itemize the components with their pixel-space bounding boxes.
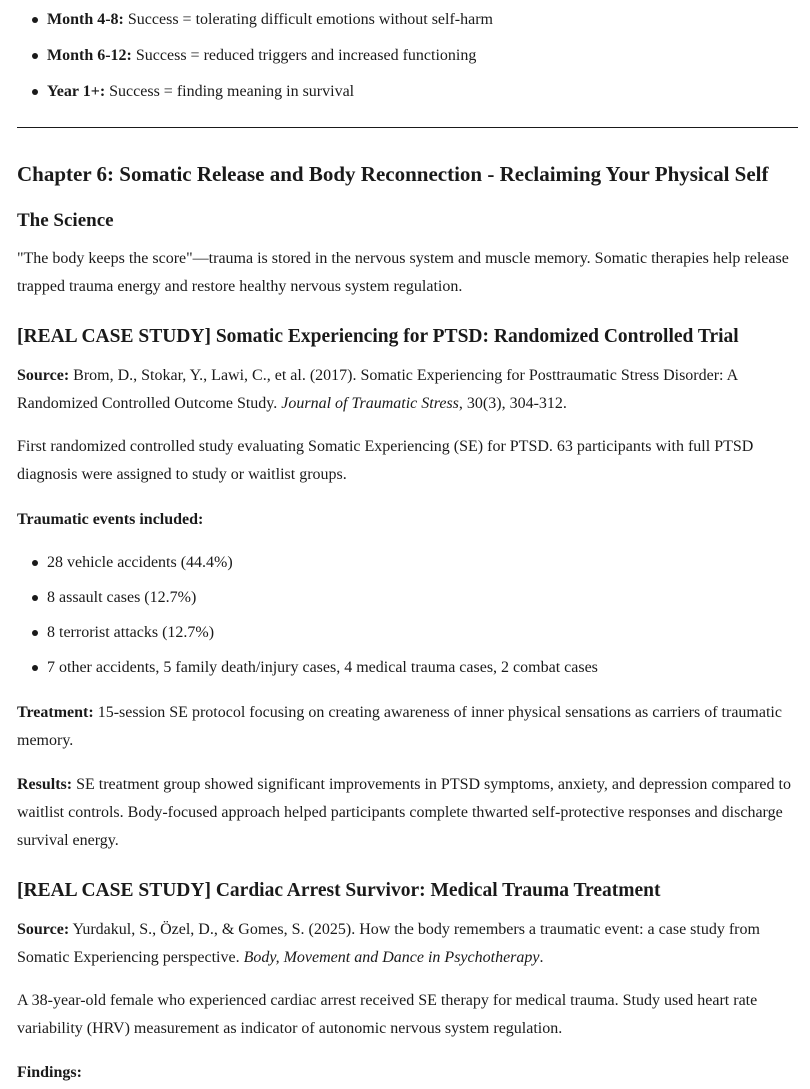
events-heading <box>17 506 796 534</box>
treatment-paragraph <box>17 699 796 755</box>
citation-tail: . <box>539 949 544 966</box>
results-label: Results: <box>17 776 73 793</box>
case-study-1-source <box>17 362 796 418</box>
chapter-title: Chapter 6: Somatic Release and Body Reconnection - Reclaiming Your Physical Self <box>17 162 769 186</box>
science-paragraph: "The body keeps the score"—trauma is stored in the nervous system and muscle memory. Somatic therapies help release trapped trauma energy and restore healthy nervous system regulation. <box>17 250 789 295</box>
timeline-list <box>0 6 810 114</box>
source-text: Yurdakul, S., Özel, D., & Gomes, S. (2025). How the body remembers a traumatic event: a case study from Somatic Experiencing perspective. <box>17 921 760 966</box>
list-item: 8 terrorist attacks (12.7%) <box>0 619 810 654</box>
source-label: Source: <box>17 921 70 938</box>
journal-title: Journal of Traumatic Stress <box>281 395 459 412</box>
journal-title: Body, Movement and Dance in Psychotherapy <box>243 949 540 966</box>
list-item <box>0 42 810 78</box>
list-item: 28 vehicle accidents (44.4%) <box>0 549 810 584</box>
timeline-text: Success = finding meaning in survival <box>109 83 355 100</box>
results-text: SE treatment group showed significant improvements in PTSD symptoms, anxiety, and depression compared to waitlist controls. Body-focused approach helped participants complete thwarted self-protective responses and discharge survival energy. <box>17 776 791 849</box>
list-item <box>0 6 810 42</box>
timeline-text: Success = reduced triggers and increased functioning <box>135 47 477 64</box>
timeline-text: Success = tolerating difficult emotions without self-harm <box>127 11 493 28</box>
list-item: 7 other accidents, 5 family death/injury cases, 4 medical trauma cases, 2 combat cases <box>0 654 810 689</box>
source-text: Brom, D., Stokar, Y., Lawi, C., et al. (2017). Somatic Experiencing for Posttraumatic Stress Disorder: A Randomized Controlled Outcome Study. <box>17 367 738 412</box>
citation-tail: , 30(3), 304-312. <box>458 395 567 412</box>
events-heading-text: Traumatic events included: <box>17 511 204 528</box>
timeline-label: Month 6-12: <box>47 47 132 64</box>
case-study-2-source <box>17 916 796 972</box>
case-study-1-heading: [REAL CASE STUDY] Somatic Experiencing for PTSD: Randomized Controlled Trial <box>17 326 739 347</box>
results-paragraph <box>17 771 796 855</box>
events-list <box>0 549 810 689</box>
case-study-2-intro: A 38-year-old female who experienced cardiac arrest received SE therapy for medical trauma. Study used heart rate variability (HRV) measurement as indicator of autonomic nervous system regulation. <box>17 992 758 1037</box>
findings-heading <box>17 1059 796 1087</box>
findings-heading-text: Findings: <box>17 1064 82 1081</box>
case-study-2-heading: [REAL CASE STUDY] Cardiac Arrest Survivor: Medical Trauma Treatment <box>17 880 661 901</box>
list-item <box>0 78 810 114</box>
treatment-text: 15-session SE protocol focusing on creating awareness of inner physical sensations as carriers of traumatic memory. <box>17 704 782 749</box>
timeline-label: Year 1+: <box>47 83 106 100</box>
section-divider <box>17 127 798 128</box>
section-heading-science: The Science <box>17 210 114 231</box>
timeline-label: Month 4-8: <box>47 11 124 28</box>
case-study-1-intro: First randomized controlled study evaluating Somatic Experiencing (SE) for PTSD. 63 participants with full PTSD diagnosis were assigned to study or waitlist groups. <box>17 438 754 483</box>
source-label: Source: <box>17 367 70 384</box>
treatment-label: Treatment: <box>17 704 94 721</box>
list-item: 8 assault cases (12.7%) <box>0 584 810 619</box>
